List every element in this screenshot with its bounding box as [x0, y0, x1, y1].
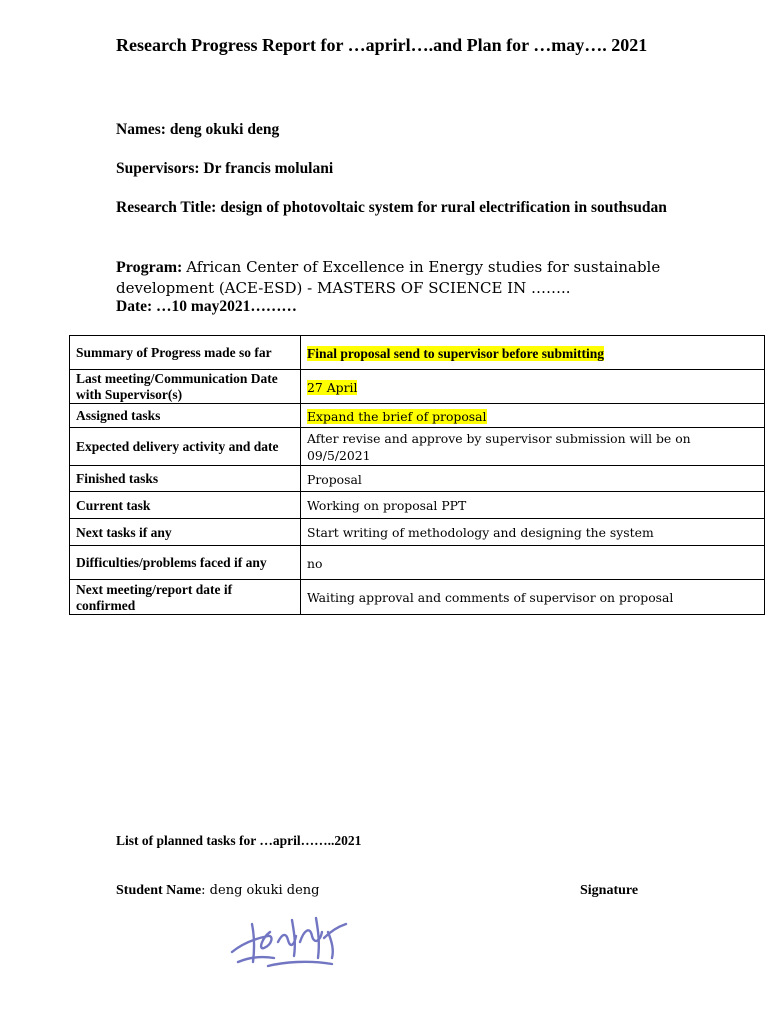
row-label: Next tasks if any: [70, 519, 301, 546]
table-row: [70, 492, 765, 519]
row-label: Difficulties/problems faced if any: [70, 546, 301, 580]
table-row: [70, 370, 765, 404]
table-row: [70, 580, 765, 615]
row-value: Waiting approval and comments of supervisor on proposal: [301, 580, 765, 615]
row-label: Last meeting/Communication Date with Supervisor(s): [70, 370, 301, 404]
table-row: [70, 428, 765, 466]
research-title-value: design of photovoltaic system for rural electrification in southsudan: [220, 199, 667, 216]
row-value: Working on proposal PPT: [301, 492, 765, 519]
row-label: Summary of Progress made so far: [70, 336, 301, 370]
date-value: …10 may2021………: [156, 298, 297, 315]
row-label: Assigned tasks: [70, 404, 301, 428]
row-label: Expected delivery activity and date: [70, 428, 301, 466]
names-label: Names:: [116, 121, 166, 138]
row-value: After revise and approve by supervisor submission will be on 09/5/2021: [301, 428, 765, 466]
date-label: Date:: [116, 298, 153, 315]
row-label: Next meeting/report date if confirmed: [70, 580, 301, 615]
row-value: [301, 404, 765, 428]
names-field: [116, 120, 696, 140]
planned-tasks-line: List of planned tasks for …april……..2021: [116, 833, 362, 848]
supervisors-field: [116, 159, 696, 179]
research-title-label: Research Title:: [116, 199, 217, 216]
supervisors-label: Supervisors:: [116, 160, 200, 177]
table-row: [70, 546, 765, 580]
row-label: Current task: [70, 492, 301, 519]
student-name-value: : deng okuki deng: [201, 883, 320, 898]
program-value: African Center of Excellence in Energy studies for sustainable development (ACE-ESD) - MASTERS OF SCIENCE IN ……..: [116, 258, 661, 297]
table-row: [70, 404, 765, 428]
row-value: Start writing of methodology and designing the system: [301, 519, 765, 546]
highlighted-value: Final proposal send to supervisor before submitting: [307, 345, 605, 361]
highlighted-value: 27 April: [307, 379, 358, 395]
table-row: [70, 519, 765, 546]
row-value: Proposal: [301, 466, 765, 492]
table-row: [70, 466, 765, 492]
report-title: Research Progress Report for …aprirl….and Plan for …may…. 2021: [116, 35, 648, 55]
student-name-line: [116, 883, 319, 899]
program-label: Program:: [116, 259, 183, 276]
date-field: [116, 297, 696, 317]
progress-summary-table: [69, 335, 765, 615]
program-field: [116, 257, 696, 299]
research-title-field: [116, 198, 696, 218]
signature-label: Signature: [580, 883, 639, 898]
row-value: no: [301, 546, 765, 580]
row-label: Finished tasks: [70, 466, 301, 492]
student-name-label: Student Name: [116, 883, 202, 898]
handwritten-signature: [228, 912, 352, 976]
highlighted-value: Expand the brief of proposal: [307, 408, 487, 424]
supervisors-value: Dr francis molulani: [203, 160, 334, 177]
table-row: [70, 336, 765, 370]
names-value: deng okuki deng: [169, 121, 280, 138]
row-value: [301, 370, 765, 404]
row-value: [301, 336, 765, 370]
